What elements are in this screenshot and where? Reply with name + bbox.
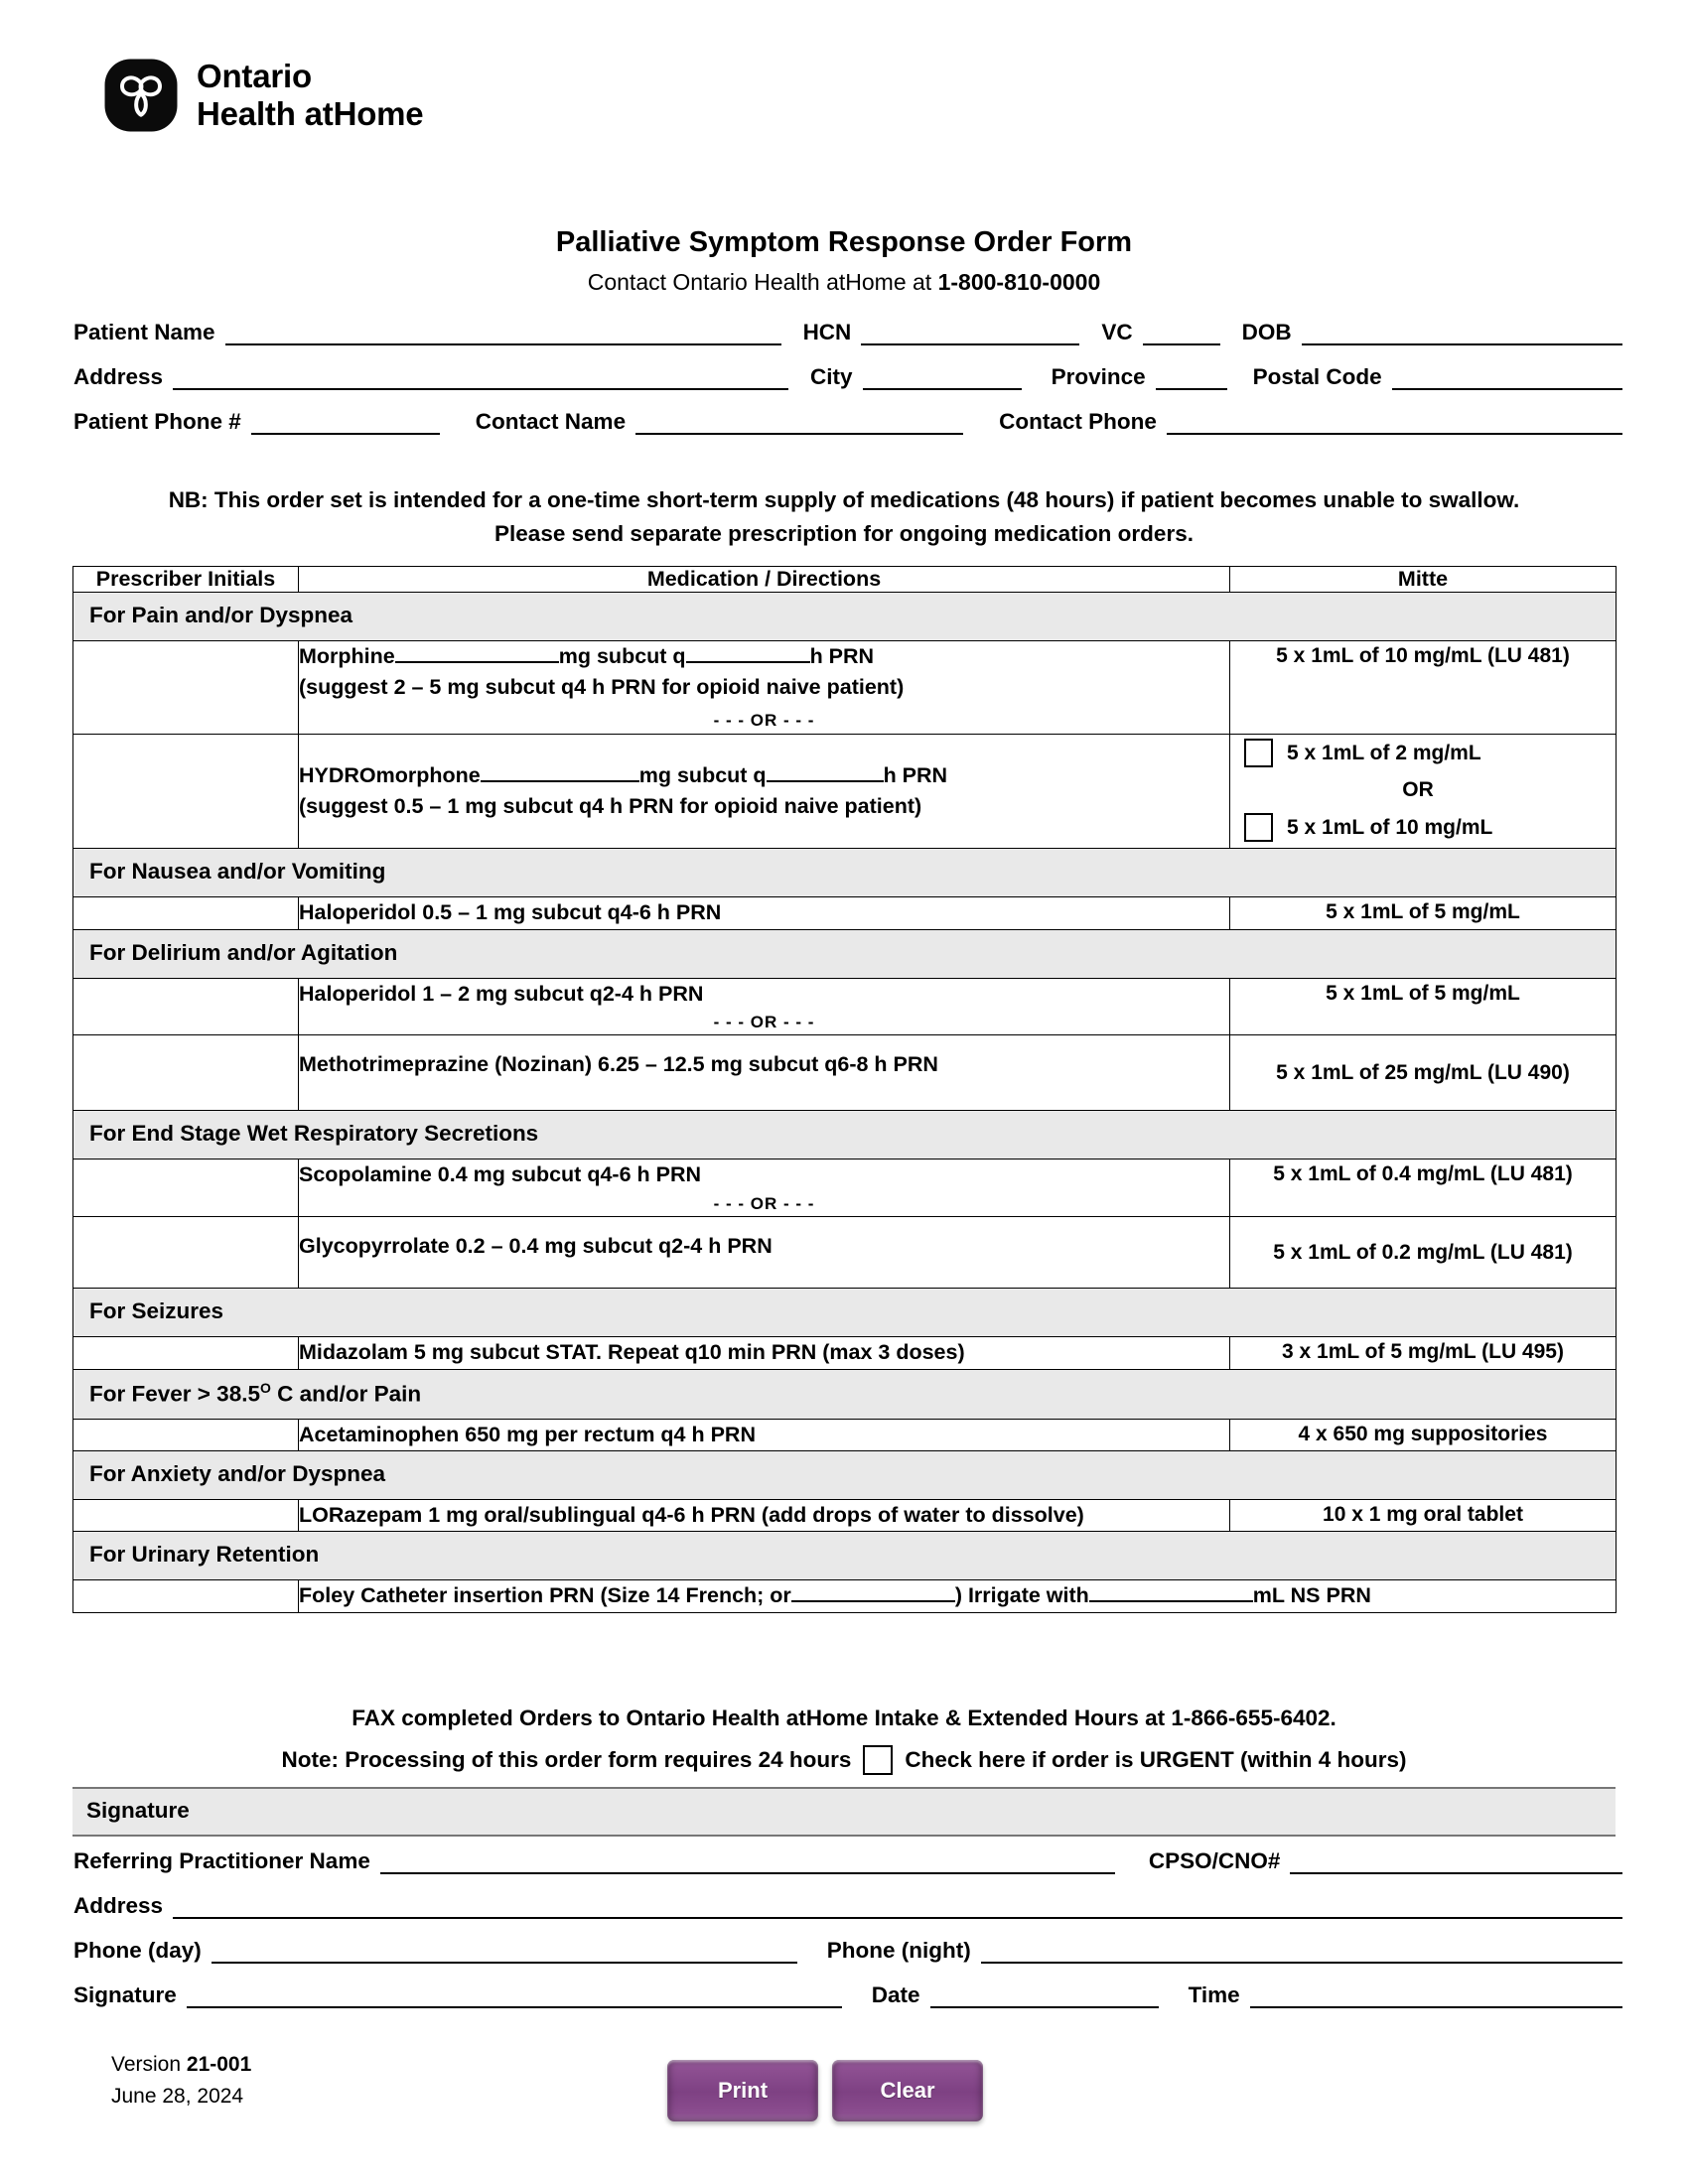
morphine-end-text: h PRN xyxy=(809,644,875,668)
hydromorphone-mitte-or: OR xyxy=(1402,778,1434,802)
label-cpso-cno: CPSO/CNO# xyxy=(1148,1848,1281,1873)
version-label: Version xyxy=(111,2053,187,2076)
table-row-haloperidol-delirium xyxy=(73,978,1617,1035)
hydromorphone-dose-line xyxy=(299,760,1229,791)
hydromorphone-mitte-options xyxy=(1230,739,1616,842)
patient-row-2 xyxy=(73,364,1622,390)
input-contact-phone[interactable] xyxy=(1167,409,1622,435)
version-number: 21-001 xyxy=(186,2053,252,2076)
document-header xyxy=(0,226,1688,296)
or-separator-delirium: - - - OR - - - xyxy=(713,1012,815,1031)
input-vc[interactable] xyxy=(1143,320,1220,345)
label-patient-name: Patient Name xyxy=(73,320,215,344)
label-postal-code: Postal Code xyxy=(1252,364,1382,389)
foley-text-b: ) Irrigate with xyxy=(954,1583,1089,1608)
morphine-dose-line xyxy=(299,641,1229,672)
or-separator-morphine: - - - OR - - - xyxy=(713,711,815,731)
morphine-name: Morphine xyxy=(299,644,395,668)
input-address[interactable] xyxy=(173,364,788,390)
header-mitte: Mitte xyxy=(1230,567,1617,593)
initials-cell-glycopyrrolate[interactable] xyxy=(73,1217,299,1289)
hydromorphone-q-blank[interactable] xyxy=(767,761,884,782)
medication-cell-acetaminophen: Acetaminophen 650 mg per rectum q4 h PRN xyxy=(299,1420,1230,1451)
input-postal-code[interactable] xyxy=(1392,364,1622,390)
urgent-note-text: Check here if order is URGENT (within 4 hours) xyxy=(905,1747,1407,1772)
section-title-urinary-retention: For Urinary Retention xyxy=(73,1532,1617,1580)
mitte-cell-scopolamine: 5 x 1mL of 0.4 mg/mL (LU 481) xyxy=(1230,1160,1617,1217)
table-row-scopolamine xyxy=(73,1160,1617,1217)
label-contact-phone: Contact Phone xyxy=(999,409,1157,434)
table-header-row xyxy=(73,567,1617,593)
label-hydromorphone-2mg: 5 x 1mL of 2 mg/mL xyxy=(1287,741,1481,764)
table-row-foley-catheter xyxy=(73,1580,1617,1612)
initials-cell-foley-catheter[interactable] xyxy=(73,1580,299,1612)
patient-row-1 xyxy=(73,320,1622,345)
label-city: City xyxy=(810,364,853,389)
initials-cell-haloperidol-nausea[interactable] xyxy=(73,897,299,929)
mitte-cell-hydromorphone xyxy=(1230,734,1617,848)
signature-fields xyxy=(73,1848,1622,2027)
processing-note xyxy=(60,1745,1628,1775)
ontario-health-athome-logo xyxy=(103,58,423,134)
initials-cell-midazolam[interactable] xyxy=(73,1337,299,1369)
mitte-cell-midazolam: 3 x 1mL of 5 mg/mL (LU 495) xyxy=(1230,1337,1617,1369)
input-phone-night[interactable] xyxy=(981,1938,1622,1964)
mitte-cell-glycopyrrolate: 5 x 1mL of 0.2 mg/mL (LU 481) xyxy=(1230,1217,1617,1289)
logo-line-health-athome: Health atHome xyxy=(197,95,424,133)
morphine-mid-text: mg subcut q xyxy=(558,644,686,668)
signature-row-4 xyxy=(73,1982,1622,2008)
contact-prefix: Contact Ontario Health atHome at xyxy=(587,269,938,295)
clear-button[interactable]: Clear xyxy=(832,2060,983,2121)
processing-note-text: Note: Processing of this order form requires 24 hours xyxy=(281,1747,852,1772)
fever-title-prefix: For Fever > 38.5 xyxy=(89,1381,260,1407)
version-date: June 28, 2024 xyxy=(111,2084,244,2108)
input-practitioner-address[interactable] xyxy=(173,1893,1622,1919)
patient-row-3 xyxy=(73,409,1622,435)
section-title-pain-dyspnea: For Pain and/or Dyspnea xyxy=(73,593,1617,641)
initials-cell-lorazepam[interactable] xyxy=(73,1500,299,1532)
input-referring-practitioner[interactable] xyxy=(380,1848,1115,1874)
mitte-cell-acetaminophen: 4 x 650 mg suppositories xyxy=(1230,1420,1617,1451)
section-header-delirium-agitation xyxy=(73,929,1617,978)
scopolamine-text: Scopolamine 0.4 mg subcut q4-6 h PRN xyxy=(299,1162,701,1187)
logo-wordmark xyxy=(197,58,423,134)
signature-row-2 xyxy=(73,1893,1622,1919)
label-phone-night: Phone (night) xyxy=(826,1938,971,1963)
section-header-fever-pain xyxy=(73,1369,1617,1420)
fever-degree-symbol: O xyxy=(259,1379,271,1396)
mitte-cell-haloperidol-nausea: 5 x 1mL of 5 mg/mL xyxy=(1230,897,1617,929)
label-address: Address xyxy=(73,364,164,389)
fever-title-suffix: C and/or Pain xyxy=(270,1381,422,1407)
label-hydromorphone-10mg: 5 x 1mL of 10 mg/mL xyxy=(1287,815,1493,839)
section-title-nausea-vomiting: For Nausea and/or Vomiting xyxy=(73,849,1617,897)
section-header-respiratory-secretions xyxy=(73,1111,1617,1160)
page-title: Palliative Symptom Response Order Form xyxy=(555,226,1133,258)
processing-note-inline xyxy=(282,1745,1407,1775)
section-header-urinary-retention xyxy=(73,1532,1617,1580)
input-city[interactable] xyxy=(863,364,1022,390)
section-header-nausea-vomiting xyxy=(73,849,1617,897)
signature-row-1 xyxy=(73,1848,1622,1874)
section-title-fever-pain xyxy=(73,1369,1617,1420)
or-separator-secretions: - - - OR - - - xyxy=(713,1193,815,1213)
medication-cell-haloperidol-delirium xyxy=(299,978,1230,1035)
medication-order-table xyxy=(72,566,1617,1613)
print-button[interactable]: Print xyxy=(667,2060,818,2121)
input-time[interactable] xyxy=(1250,1982,1622,2008)
input-signature[interactable] xyxy=(187,1982,842,2008)
input-dob[interactable] xyxy=(1302,320,1622,345)
input-date[interactable] xyxy=(930,1982,1159,2008)
fax-instruction: FAX completed Orders to Ontario Health atHome Intake & Extended Hours at 1-866-655-6402. xyxy=(352,1706,1336,1730)
signature-section-header: Signature xyxy=(72,1787,1616,1837)
medication-cell-hydromorphone xyxy=(299,734,1230,848)
initials-cell-haloperidol-delirium[interactable] xyxy=(73,978,299,1035)
hydromorphone-suggestion: (suggest 0.5 – 1 mg subcut q4 h PRN for opioid naive patient) xyxy=(299,794,922,819)
medication-cell-glycopyrrolate: Glycopyrrolate 0.2 – 0.4 mg subcut q2-4 h PRN xyxy=(299,1217,1230,1289)
input-province[interactable] xyxy=(1156,364,1227,390)
foley-text-a: Foley Catheter insertion PRN (Size 14 French; or xyxy=(299,1583,791,1608)
input-cpso-cno[interactable] xyxy=(1290,1848,1622,1874)
label-patient-phone: Patient Phone # xyxy=(73,409,241,434)
foley-text-c: mL NS PRN xyxy=(1252,1583,1371,1608)
label-vc: VC xyxy=(1101,320,1133,344)
hydromorphone-end-text: h PRN xyxy=(883,762,948,787)
medication-cell-methotrimeprazine: Methotrimeprazine (Nozinan) 6.25 – 12.5 mg subcut q6-8 h PRN xyxy=(299,1035,1230,1111)
haloperidol-delirium-text: Haloperidol 1 – 2 mg subcut q2-4 h PRN xyxy=(299,981,704,1006)
label-practitioner-address: Address xyxy=(73,1893,164,1918)
section-header-seizures xyxy=(73,1289,1617,1337)
foley-size-blank[interactable] xyxy=(791,1581,955,1602)
initials-cell-scopolamine[interactable] xyxy=(73,1160,299,1217)
logo-line-ontario: Ontario xyxy=(197,58,312,94)
patient-information-fields xyxy=(73,320,1622,454)
mitte-cell-methotrimeprazine: 5 x 1mL of 25 mg/mL (LU 490) xyxy=(1230,1035,1617,1111)
morphine-mg-blank[interactable] xyxy=(395,642,559,663)
label-time: Time xyxy=(1188,1982,1240,2007)
label-signature: Signature xyxy=(73,1982,177,2007)
input-phone-day[interactable] xyxy=(211,1938,797,1964)
nb-line-1: NB: This order set is intended for a one-time short-term supply of medications (48 hours) if patient becomes unable to swallow. xyxy=(168,487,1520,512)
checkbox-hydromorphone-2mg[interactable] xyxy=(1244,739,1273,767)
header-prescriber-initials: Prescriber Initials xyxy=(73,567,299,593)
input-contact-name[interactable] xyxy=(635,409,963,435)
section-title-anxiety-dyspnea: For Anxiety and/or Dyspnea xyxy=(73,1451,1617,1500)
initials-cell-methotrimeprazine[interactable] xyxy=(73,1035,299,1111)
initials-cell-acetaminophen[interactable] xyxy=(73,1420,299,1451)
medication-cell-foley-catheter xyxy=(299,1580,1617,1612)
checkbox-urgent-order[interactable] xyxy=(863,1745,893,1775)
label-dob: DOB xyxy=(1241,320,1292,344)
contact-line xyxy=(0,269,1688,296)
medication-cell-scopolamine xyxy=(299,1160,1230,1217)
label-date: Date xyxy=(871,1982,920,2007)
medication-cell-haloperidol-nausea: Haloperidol 0.5 – 1 mg subcut q4-6 h PRN xyxy=(299,897,1230,929)
initials-cell-hydromorphone[interactable] xyxy=(73,734,299,848)
morphine-q-blank[interactable] xyxy=(686,642,810,663)
section-header-pain-dyspnea xyxy=(73,593,1617,641)
table-row-lorazepam xyxy=(73,1500,1617,1532)
medication-cell-lorazepam: LORazepam 1 mg oral/sublingual q4-6 h PRN (add drops of water to dissolve) xyxy=(299,1500,1230,1532)
label-province: Province xyxy=(1051,364,1146,389)
morphine-suggestion: (suggest 2 – 5 mg subcut q4 h PRN for opioid naive patient) xyxy=(299,675,905,700)
input-patient-name[interactable] xyxy=(225,320,781,345)
nb-line-2: Please send separate prescription for ongoing medication orders. xyxy=(494,520,1194,546)
section-title-respiratory-secretions: For End Stage Wet Respiratory Secretions xyxy=(73,1111,1617,1160)
hydromorphone-name: HYDROmorphone xyxy=(299,762,481,787)
version-line xyxy=(111,2049,251,2081)
label-phone-day: Phone (day) xyxy=(73,1938,202,1963)
medication-cell-morphine xyxy=(299,641,1230,735)
medication-cell-midazolam: Midazolam 5 mg subcut STAT. Repeat q10 min PRN (max 3 doses) xyxy=(299,1337,1230,1369)
header-medication-directions: Medication / Directions xyxy=(299,567,1230,593)
hydromorphone-mid-text: mg subcut q xyxy=(638,762,767,787)
hydromorphone-option-2mg[interactable] xyxy=(1244,739,1616,767)
foley-irrigate-blank[interactable] xyxy=(1089,1581,1253,1602)
section-title-delirium-agitation: For Delirium and/or Agitation xyxy=(73,929,1617,978)
mitte-cell-lorazepam: 10 x 1 mg oral tablet xyxy=(1230,1500,1617,1532)
mitte-cell-haloperidol-delirium: 5 x 1mL of 5 mg/mL xyxy=(1230,978,1617,1035)
form-action-buttons xyxy=(667,2060,983,2121)
table-row-hydromorphone xyxy=(73,734,1617,848)
label-contact-name: Contact Name xyxy=(475,409,627,434)
section-title-seizures: For Seizures xyxy=(73,1289,1617,1337)
input-hcn[interactable] xyxy=(861,320,1079,345)
table-row-methotrimeprazine xyxy=(73,1035,1617,1111)
trillium-icon xyxy=(103,58,179,133)
initials-cell-morphine[interactable] xyxy=(73,641,299,735)
input-patient-phone[interactable] xyxy=(251,409,440,435)
section-header-anxiety-dyspnea xyxy=(73,1451,1617,1500)
label-hcn: HCN xyxy=(802,320,852,344)
table-row-midazolam xyxy=(73,1337,1617,1369)
table-row-morphine xyxy=(73,641,1617,735)
signature-row-3 xyxy=(73,1938,1622,1964)
table-row-acetaminophen xyxy=(73,1420,1617,1451)
hydromorphone-option-10mg[interactable] xyxy=(1244,813,1616,842)
hydromorphone-mg-blank[interactable] xyxy=(481,761,639,782)
version-info xyxy=(111,2049,251,2112)
nb-notice xyxy=(60,483,1628,551)
checkbox-hydromorphone-10mg[interactable] xyxy=(1244,813,1273,842)
table-row-glycopyrrolate xyxy=(73,1217,1617,1289)
label-referring-practitioner: Referring Practitioner Name xyxy=(73,1848,370,1873)
contact-phone-number: 1-800-810-0000 xyxy=(937,269,1101,295)
table-row-haloperidol-nausea xyxy=(73,897,1617,929)
mitte-cell-morphine: 5 x 1mL of 10 mg/mL (LU 481) xyxy=(1230,641,1617,735)
